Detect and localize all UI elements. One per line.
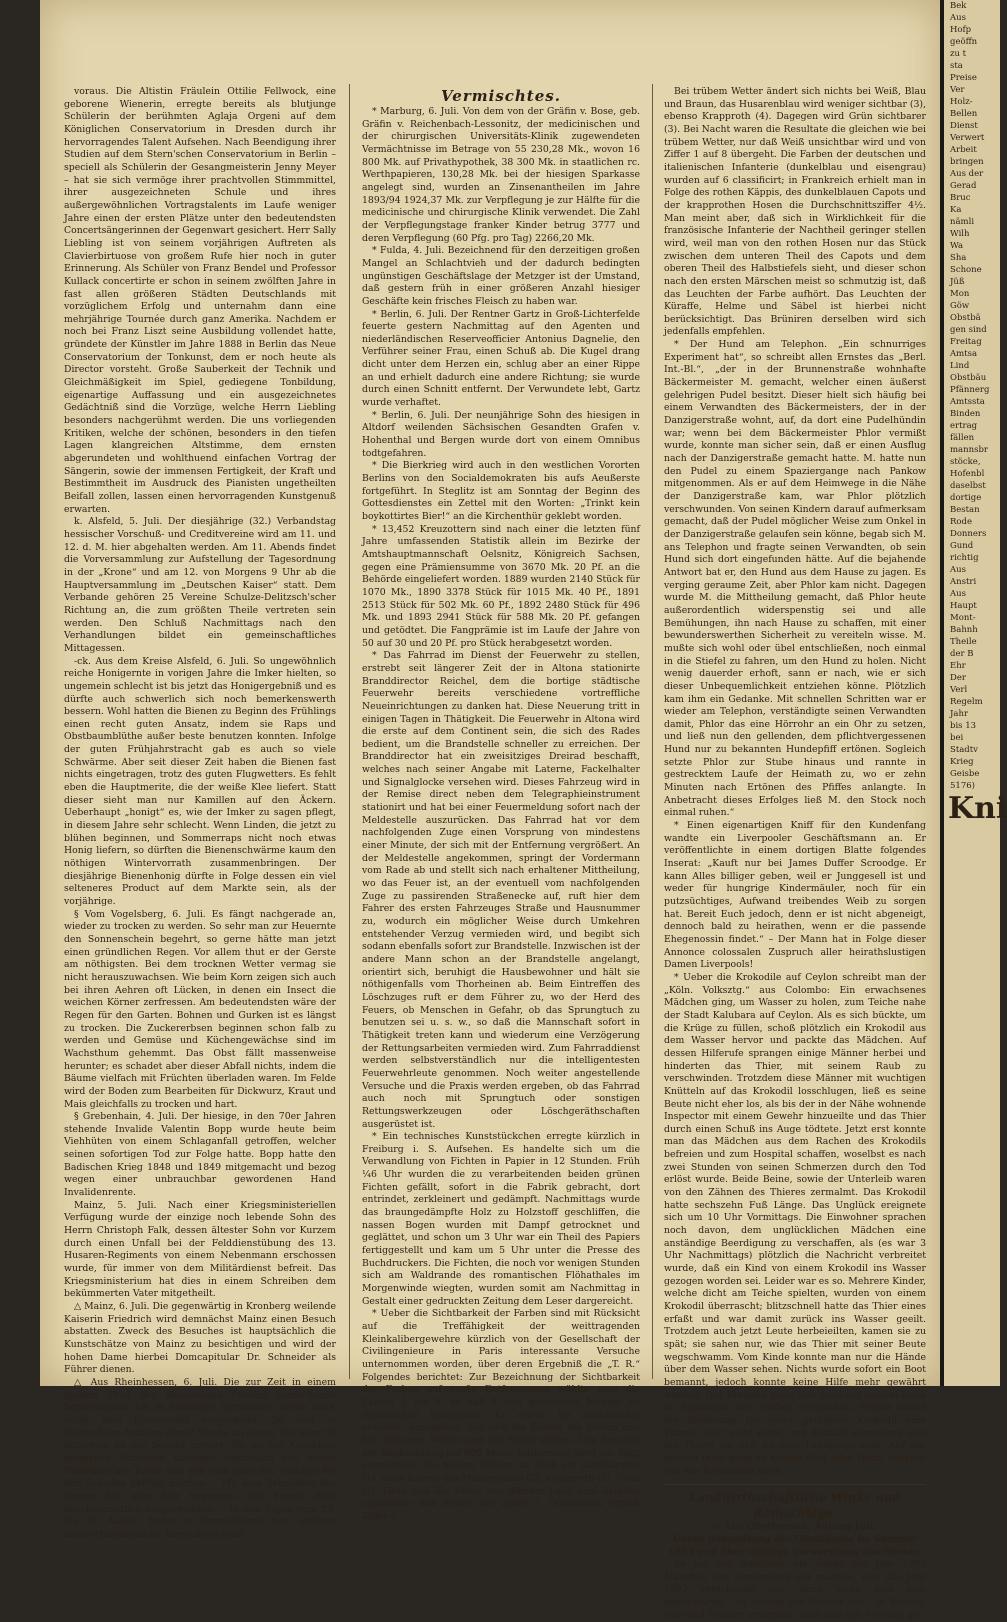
- adjacent-page-fragment: ertrag: [950, 421, 978, 431]
- adjacent-page-fragment: Aus der: [950, 169, 984, 179]
- adjacent-page-fragment: Verwert: [950, 133, 985, 143]
- adjacent-page-fragment: bei: [950, 733, 964, 743]
- adjacent-page-fragment: fällen: [950, 433, 975, 443]
- adjacent-page-fragment: Jüß: [950, 277, 965, 287]
- adjacent-page-fragment: Göw: [950, 301, 970, 311]
- article-paragraph: * Der Hund am Telephon. „Ein schnurriges Experiment hat“, so schreibt allen Ernstes das „Berl. Int.-Bl.“, „der in der Brunnenstraße wohnhafte Bäckermeister M. gemacht, welcher einen äußerst gelehrigen Pudel besitzt. Dieser hielt sich häufig bei einem Verwandten des Bäckermeisters, der in der Danzigerstraße wohnt, auf, da dort eine Pudelhündin war; wenn bei dem Bäckermeister Phlor vermißt wurde, konnte man sicher sein, daß er einen Ausflug nach der Danzigerstraße gemacht hatte. M. hatte nun den Pudel zu einem Spaziergange nach Pankow mitgenommen. Als er auf dem Heimwege in die Nähe der Danzigerstraße kam, war Phlor plötzlich verschwunden. Von seinen Kindern darauf aufmerksam gemacht, daß der Pudel möglicher Weise zum Onkel in der Danzigerstraße gelaufen sein könne, begab sich M. ans Telephon und fragte seinen Verwandten, ob sein Hund sich dort eingefunden hätte. Auf die bejahende Antwort bat er, den Hund aus dem Hause zu jagen. Es verging geraume Zeit, aber Phlor kam nicht. Dagegen wurde M. die Mittheilung gemacht, daß Phlor heute außerordentlich widerspenstig sei und alle Bemühungen, ihn nach Hause zu schaffen, mit einer bewunderswerthen Sicherheit zu vereiteln wisse. M. mußte sich wohl oder übel entschließen, noch einmal in die Stiefel zu fahren, um den Hund zu holen. Nicht wenig dauerder erhoft, sann er nach, wie er sich dieser Unbequemlichkeit entziehen könne. Plötzlich kam ihm ein Gedanke. Mit schnellen Schritten war er wieder am Telephon, verständigte seinen Verwandten damit, Phlor das eine Hörrohr an ein Ohr zu setzen, und ließ nun den gellenden, dem pflichtvergessenen Hund nur zu bekannten Hundepfiff ertönen. Sogleich setzte Phlor zur Stube hinaus und rannte in gestrecktem Laufe der Heimath zu, wo er zehn Minuten nach Ertönen des Pfiffes anlangte. In Anbetracht dieses Erfolges ließ M. den Stock noch einmal ruhen.“: [664, 339, 926, 819]
- column-divider: [349, 84, 350, 1379]
- article-paragraph: * Fulda, 4. Juli. Bezeichnend für den derzeitigen großen Mangel an Schlachtvieh und der dadurch bedingten ungünstigen Geschäftslage der Metzger ist der Umstand, daß gestern früh in einer größeren Anzahl hiesiger Geschäfte kein frisches Fleisch zu haben war.: [362, 245, 640, 307]
- adjacent-page-fragment: Rode: [950, 517, 972, 527]
- adjacent-page-fragment: Hofenbl: [950, 469, 985, 479]
- adjacent-page-fragment: dortige: [950, 493, 982, 503]
- article-paragraph: △ Aus Rheinhessen, 6. Juli. Die zur Zeit in einem großen Theil der diesseitigen Provinz herrschende Schweinepest hat in einzelnen Gemeinden schon stark unter dem Borstenvieh aufgeräumt. So sind in Hechtsheim Anfangs dieser Woche an einem Tag über 50 Schweine an der Seuche crepirt. Die an der Krankheit erlegenen Schweine stammen sämmtlich von einem Transport aus Posen und will man jetzt den Händler für den Schaden haftbar machen. – Mit dem Schneiden des Kornes hat man hier begonnen. Die Frucht fiebt durchschnittlich ausgezeichnet. – In den Tagen vom 23. bis 26. August findet in Sprendlingen eine größere landwirthschaftliche Ausstellung statt.: [64, 1376, 336, 1540]
- article-paragraph: * Ueber die Sichtbarkeit der Farben sind mit Rücksicht auf die Treffähigkeit der weittragenden Kleinkalibergewehre kürzlich von der Gesellschaft der Civilingenieure in Paris interessante Versuche unternommen worden, über deren Ergebniß die „T. R.“ Folgendes berichtet: Zur Bezeichnung der Sichtbarkeit der Farben auf große Entfernungen wählte man die Zahlen 1 bis 8, so daß 8 den gänzlichen Mangel an Sichtbarkeit bezeichnet. Es wurde für zweckmäßig erachtet, anzugeben, wie sich die Zahlen bei hellem und bei düsterem Wetter und bei Nacht stellen. Das Resultat der Beobachtung auf 600 Meter Entfernung wird wie folgt angegeben: Bei hellem Wetter ist Weiß am sichtbarsten (1), dann kommt das Husarenblau (2), Krapproth (3), Grün (4). Grau und die Farbe von dürrem Laub sind beinahe unsichtbar und erhielt die Ziffer 7. Dunkelblau erhielt Ziffer 6.: [362, 1308, 640, 1522]
- adjacent-page-fragment: gen sind: [950, 325, 987, 335]
- column-1: [64, 86, 336, 1540]
- article-paragraph: * Das Fahrrad im Dienst der Feuerwehr zu stellen, erstrebt seit längerer Zeit der in Altona stationirte Branddirector Reichel, dem die bortige städtische Feuerwehr bereits verschiedene vortreffliche Neueinrichtungen zu danken hat. Diese Neuerung tritt in einigen Tagen in Thätigkeit. Die Feuerwehr in Altona wird die erste auf dem Continent sein, die sich des Rades bedient, um die Brandstelle schneller zu erreichen. Der Branddirector hat ein zweisitziges Dreirad beschafft, welches nach seiner Angabe mit Laterne, Fackelhalter und Signalglocke versehen wird. Dieses Fahrzeug wird in der Remise direct neben dem Telegraphieinstrument stationirt und hat bei einer Feuermeldung sofort nach der Meldestelle auszurücken. Das Fahrrad hat vor dem nachfolgenden Zuge einen Vorsprung von mindestens einer Minute, der sich mit der Entfernung vergrößert. An der Meldestelle angekommen, springt der Vordermann vom Rade ab und stellt sich nach erhaltener Mittheilung, wo das Feuer ist, an der eventuell vom nachfolgenden Zuge zu passirenden Straßenecke auf, ruft hier dem Fahrer des ersten Fahrzeuges Straße und Hausnummer zu, wodurch ein möglicher Weise durch Umkehren entstehender Verzug vermieden wird, und begibt sich sodann ebenfalls sofort zur Brandstelle. Inzwischen ist der andere Mann schon an der Brandstelle angelangt, orientirt sich, beruhigt die Hausbewohner und hält sie nöthigenfalls vom Thorheinen ab. Beim Eintreffen des Löschzuges ruft er dem Führer zu, wo der Herd des Feuers, ob Menschen in Gefahr, ob das Sprungtuch zu benutzen sei u. s. w., so daß die Mannschaft sofort in Thätigkeit treten kann und wiederum eine Verzögerung der Rettungsarbeiten vermieden wird. Zum Fahrraddienst werden selbstverständlich nur die intelligentesten Feuerwehrleute genommen. Noch weiter angestellende Versuche und die Praxis werden ergeben, ob das Fahrrad auch noch mit Sprungtuch oder sonstigen Rettungswerkzeugen oder Löschgeräthschaften ausgerüstet ist.: [362, 650, 640, 1130]
- section-subtitle: Ueber Behandlung der Obstbäume im Sommer 1894 und über richtige Verwerthung des Obstes.: [668, 1533, 922, 1558]
- adjacent-page-fragment: Verl: [950, 685, 968, 695]
- adjacent-page-fragment: Dienst: [950, 121, 978, 131]
- article-paragraph: * 13,452 Kreuzottern sind nach einer die letzten fünf Jahre umfassenden Statistik allein im Bezirke der Amtshauptmannschaft Oelsnitz, Königreich Sachsen, gegen eine Prämiensumme von 3670 Mk. 20 Pf. an die Behörde eingeliefert worden. 1889 wurden 2140 Stück für 1070 Mk., 1890 3378 Stück für 1015 Mk. 40 Pf., 1891 2513 Stück für 502 Mk. 60 Pf., 1892 2480 Stück für 496 Mk. und 1893 2941 Stück für 588 Mk. 20 Pf. gefangen und getödtet. Die Fangprämie ist im Laufe der Jahre von 50 auf 30 und 20 Pf. pro Stück herabgesetzt worden.: [362, 523, 640, 649]
- adjacent-page-fragment: Freitag: [950, 337, 982, 347]
- adjacent-page-fragment: Mon: [950, 289, 970, 299]
- adjacent-page-fragment: Jahr: [950, 709, 969, 719]
- adjacent-page-fragment: Binden: [950, 409, 981, 419]
- adjacent-page-fragment: Hofp: [950, 25, 972, 35]
- article-paragraph: * Ueber die Krokodile auf Ceylon schreibt man der „Köln. Volksztg.“ aus Colombo: Ein erwachsenes Mädchen ging, um Wasser zu holen, zum Teiche nahe der Stadt Kalubara auf Ceylon. Als es sich bückte, um die Krüge zu füllen, schoß plötzlich ein Krokodil aus dem Wasser hervor und packte das Mädchen. Auf dessen Hilferufe sprangen einige Männer herbei und hinderten das Thier, mit seinem Raub zu verschwinden. Trotzdem diese Männer mit wuchtigen Knütteln auf das Krokodil losschlugen, ließ es seine Beute nicht eher los, als bis der in der Nähe wohnende Inspector mit einem Gewehr hinzueilte und das Thier durch einen Schuß ins Auge tödtete. Jetzt erst konnte man das Mädchen aus dem Rachen des Krokodils befreien und zum Hospital schaffen, woselbst es nach zwei Stunden von seinen Schmerzen durch den Tod erlöst wurde. Beide Beine, sowie der Unterleib waren von den Zähnen des Thieres zermalmt. Das Krokodil hatte sechszehn Fuß Länge. Das Unglück ereignete sich um 10 Uhr Vormittags. Die Einwohner sprachen noch davon, dem unglücklichen Mädchen eine anständige Beerdigung zu verschaffen, als (es war 3 Uhr Nachmittags) plötzlich die Nachricht verbreitet wurde, daß ein Kind von einem Krokodil ins Wasser gezogen worden sei. Leider war es so. Mehrere Kinder, welche dicht am Teiche spielten, wurden von einem Krokodil überrascht; blitzschnell hatte das Thier eines erfaßt und war damit zurück ins Wasser geeilt. Trotzdem auch jetzt Leute herbeieilten, kamen sie zu spät; sie sahen nur, wie das Thier mit seiner Beute wegschwamm. Vom Kinde konnte man nur die Hände über dem Wasser sehen. Nichts wurde sofort ein Boot bemannt, jedoch konnte keine Hilfe mehr gewährt werden. Das Krokodil hatte sich wohl mit seinem Raub im Schlamme des Teiches verkrochen. Früher zahlte die Regierung für jedes getödtete Krokodil eine Prämie, jetzt nicht mehr, und deshalb vermehren sich die Thiere so, daß sie eine Landplage sind. Auf der ganzen Insel giebt es keinen Fluß oder Teich, welcher frei von Krokodilen wäre.: [664, 971, 926, 1477]
- article-paragraph: * Einen eigenartigen Kniff für den Kundenfang wandte ein Liverpooler Geschäftsmann an. Er veröffentlichte in einem dortigen Blatte folgendes Inserat: „Kauft nur bei James Duffer Scroodge. Er kann Alles billiger geben, weil er Junggesell ist und weder für hungrige Kindermäuler, noch für ein putzsüchtiges, Aufwand treibendes Weib zu sorgen hat. Bereit Euch jedoch, denn er ist nicht abgeneigt, dennoch bald zu heirathen, wenn er die passende Ehegenossin findet.“ – Der Mann hat in Folge dieser Annonce colossalen Zuspruch aller heirathslustigen Damen Liverpools!: [664, 820, 926, 971]
- article-paragraph: * Berlin, 6. Juli. Der Rentner Gartz in Groß-Lichterfelde feuerte gestern Nachmittag auf den Agenten und niederländischen Reserveofficier Antonius Dagnelie, den Verführer seiner Frau, einen Schuß ab. Die Kugel drang dicht unter dem Herzen ein, schlug aber an einer Rippe an und erhielt dadurch eine andere Richtung; sie wurde durch einen Schnitt entfernt. Der Verwundete lebt, Gartz wurde verhaftet.: [362, 308, 640, 409]
- adjacent-page-fragment: nämli: [950, 217, 975, 227]
- adjacent-page-fragment: Obstbä: [950, 313, 981, 323]
- adjacent-page-fragment: Anstri: [950, 577, 977, 587]
- newspaper-page: [40, 0, 940, 1621]
- adjacent-page-fragment: Aus: [950, 565, 966, 575]
- section-heading-landwirthschaft: Landwirthschaftliche Winke und Rathschläge.: [689, 1490, 901, 1521]
- article-paragraph: * Marburg, 6. Juli. Von dem von der Gräfin v. Bose, geb. Gräfin v. Reichenbach-Lessonitz, der medicinischen und der chirurgischen Universitäts-Klinik zugewendeten Vermächtnisse im Betrage von 55 230,28 Mk., wovon 16 800 Mk. auf Privathypothek, 38 300 Mk. in staatlichen rc. Werthpapieren, 130,28 Mk. bei der hiesigen Sparkasse angelegt sind, wurden an Zinsenantheilen im Jahre 1893/94 1924,37 Mk. zur Verpflegung je zur Hälfte für die medicinische und chirurgische Klinik verwendet. Die Zahl der Verpflegungstage franker Kinder betrug 3777 und deren Verpflegung (60 Pfg. pro Tag) 2266,20 Mk.: [362, 106, 640, 244]
- adjacent-page-fragment: Aus: [950, 13, 966, 23]
- adjacent-page-fragment: stöcke,: [950, 457, 981, 467]
- adjacent-page-fragment: Wilh: [950, 229, 970, 239]
- adjacent-page-fragment: Donners: [950, 529, 987, 539]
- adjacent-page-fragment: Regelm: [950, 697, 983, 707]
- adjacent-page-fragment: Haupt: [950, 601, 977, 611]
- section-text: Es hat den Anschein, als würde das Jahr 1894 Manches von Demjenigen gut machen, was das Jahr 1893 verschuldet hat, denn wenn man sich gegenwärtig – zu Anfang des Monats Juli – in Wiesen, Flur und Feldern umschaut, muß man mit Freuden ge-: [664, 1559, 926, 1621]
- section-heading-vermischtes: Vermischtes.: [441, 87, 561, 105]
- adjacent-page-fragment: Bruc: [950, 193, 971, 203]
- adjacent-page-fragment: Kni: [948, 791, 1007, 826]
- article-paragraph: § Grebenhain, 4. Juli. Der hiesige, in den 70er Jahren stehende Invalide Valentin Bopp wurde heute beim Viehhüten von einem Schlaganfall getroffen, welcher seinen sofortigen Tod zur Folge hatte. Bopp hatte den Badischen Krieg 1848 und 1849 mitgemacht und bezog wegen einer unbrauchbar gewordenen Hand Invalidenrente.: [64, 1111, 336, 1199]
- adjacent-page-fragment: Bek: [950, 1, 967, 11]
- article-paragraph: Mainz, 5. Juli. Nach einer Kriegsministeriellen Verfügung wurde der einzige noch lebende Sohn des Herrn Christoph Falk, dessen ältester Sohn vor Kurzem durch einen Unfall bei der Felddienstübung des 13. Husaren-Regiments von einem Nebenmann erschossen wurde, für immer von dem Militärdienst befreit. Das Kriegsministerium hat dies in einem Schreiben dem bekümmerten Vater mitgetheilt.: [64, 1199, 336, 1300]
- article-paragraph: voraus. Die Altistin Fräulein Ottilie Fellwock, eine geborene Wienerin, erregte bereits als blutjunge Schülerin der berühmten Aglaja Orgeni auf dem Königlichen Conservatorium in Dresden durch ihr hervorragendes Talent Aufsehen. Nach Beendigung ihrer Studien auf dem Stern'schen Conservatorium in Berlin – speciell als Schülerin der Gesangmeisterin Jenny Meyer – hat sie sich vermöge ihrer prachtvollen Stimmmittel, ihrer ausgezeichneten Schule und ihres außergewöhnlichen Vortragstalents im Laufe weniger Jahre einen der ersten Plätze unter den bedeutendsten Concertsängerinnen der Gegenwart gesichert. Herr Sally Liebling ist von seinem vorjährigen Auftreten als Clavierbirtuose von großem Rufe hier noch in guter Erinnerung. Als Schüler von Franz Bendel und Professor Kullack concertirte er schon in seinem zwölften Jahre in fast allen größeren Städten Deutschlands mit vorzüglichem Erfolg und unternahm dann eine mehrjährige Tournée durch ganz Amerika. Nachdem er noch bei Franz Liszt seine Ausbildung vollendet hatte, gründete der Künstler im Jahre 1888 in Berlin das Neue Conservatorium der Tonkunst, dem er noch heute als Director vorsteht. Große Sauberkeit der Technik und Gleichmäßigkeit im Spiel, gediegene Tonbildung, eigenartige Auffassung und ein ausgezeichnetes Gedächtniß sind die Vorzüge, welche Herrn Liebling besonders nachgerühmt werden. Die uns vorliegenden Kritiken, welche der schönen, besonders in den tiefen Lagen klangreichen Altstimme, dem ernsten abgerundeten und wohlthuend einfachen Vortrag der Sängerin, sowie der immensen Fertigkeit, der Kraft und Bestimmtheit im Ausdruck des Pianisten ungetheilten Beifall zollen, lassen einen hervorragenden Kunstgenuß erwarten.: [64, 86, 336, 515]
- adjacent-page-fragment: Arbeit: [950, 145, 977, 155]
- adjacent-page-fragment: Aus: [950, 589, 966, 599]
- adjacent-page-fragment: bis 13: [950, 721, 977, 731]
- adjacent-page-fragment: Ka: [950, 205, 962, 215]
- adjacent-page-fragment: Mont-: [950, 613, 976, 623]
- article-paragraph: * Die Bierkrieg wird auch in den westlichen Vororten Berlins von den Socialdemokraten bis aufs Aeußerste fortgeführt. In Steglitz ist am Sonntag der Beginn des Gottesdienstes ein Zettel mit den Worten: „Trinkt kein boykottirtes Bier!“ an die Kirchenthür geklebt worden.: [362, 460, 640, 522]
- adjacent-page-fragment: Schone: [950, 265, 982, 275]
- adjacent-page-fragment: mannsbr: [950, 445, 988, 455]
- adjacent-page-fragment: Amtssta: [950, 397, 985, 407]
- adjacent-page-fragment: daselbst: [950, 481, 986, 491]
- adjacent-page-fragment: Der: [950, 673, 966, 683]
- article-paragraph: △ Mainz, 6. Juli. Die gegenwärtig in Kronberg weilende Kaiserin Friedrich wird demnächst Mainz einen Besuch abstatten. Zweck des Besuches ist hauptsächlich die Kunstschätze von Mainz zu besichtigen und wird der hohen Dame hierbei Domcapitular Dr. Schneider als Führer dienen.: [64, 1301, 336, 1376]
- adjacent-page-fragment: Bahnh: [950, 625, 978, 635]
- adjacent-page-fragment: Wa: [950, 241, 964, 251]
- adjacent-page-fragment: Obstbäu: [950, 373, 987, 383]
- adjacent-page-fragment: zu t: [950, 49, 967, 59]
- adjacent-page-fragment: bringen: [950, 157, 984, 167]
- adjacent-page-strip: [944, 0, 1007, 1386]
- column-divider: [652, 84, 653, 1379]
- article-paragraph: k. Alsfeld, 5. Juli. Der diesjährige (32.) Verbandstag hessischer Vorschuß- und Creditvereine wird am 11. und 12. d. M. hier abgehalten werden. Am 11. Abends findet die Vorversammlung zur Aufstellung der Tagesordnung in der „Krone“ und am 12. von Morgens 9 Uhr ab die Hauptversammlung im „Deutschen Kaiser“ statt. Dem Verbande gehören 25 Vereine Schulze-Delitzsch'scher Richtung an, die zum größten Theile vertreten sein werden. Den Schluß Nachmittags nach den Verhandlungen bildet ein gemeinschaftliches Mittagessen.: [64, 516, 336, 654]
- adjacent-page-fragment: Gerad: [950, 181, 977, 191]
- adjacent-page-fragment: geöffn: [950, 37, 978, 47]
- article-paragraph: Bei trübem Wetter ändert sich nichts bei Weiß, Blau und Braun, das Husarenblau wird weniger sichtbar (3), ebenso Krapproth (4). Dagegen wird Grün sichtbarer (3). Bei Nacht waren die Resultate die gleichen wie bei trübem Wetter, nur daß Weiß unsichtbar wird und von Ziffer 1 auf 8 übergeht. Die Farben der deutschen und italienischen Infanterie (dunkelblau und eisengrau) wurden auf 6 classificirt; in Frankreich erhielt man in Folge des rothen Käppis, des dunkelblauen Capots und der krapprothen Hosen die Durchschnittsziffer 4½. Man meint aber, daß sich in Wirklichkeit für die französische Infanterie der Nachtheil geringer stellen wird, weil man von den rothen Hosen nur das Stück zwischen dem unteren Theil des Capots und dem oberen Theil des Halbstiefels sieht, und dieser schon nach den ersten Märschen meist so schmutzig ist, daß das Leuchten der Farbe aufhört. Das Leuchten der Küraffe, Helme und Säbel ist hierbei nicht berücksichtigt. Das Brüniren derselben wird sich jedenfalls empfehlen.: [664, 86, 926, 338]
- adjacent-page-fragment: Bestan: [950, 505, 980, 515]
- adjacent-page-fragment: Ehr: [950, 661, 966, 671]
- adjacent-page-fragment: Preise: [950, 73, 977, 83]
- adjacent-page-fragment: Theile: [950, 637, 977, 647]
- article-paragraph: * Berlin, 6. Juli. Der neunjährige Sohn des hiesigen in Altdorf weilenden Sächsischen Gesandten Grafen v. Hohenthal und Bergen wurde dort von einem Omnibus todtgefahren.: [362, 409, 640, 459]
- adjacent-page-fragment: sta: [950, 61, 963, 71]
- adjacent-page-fragment: Pfännerg: [950, 385, 990, 395]
- column-2-body: [362, 106, 640, 1524]
- adjacent-page-fragment: Bellen: [950, 109, 978, 119]
- adjacent-page-fragment: Gund: [950, 541, 974, 551]
- adjacent-page-fragment: der B: [950, 649, 974, 659]
- adjacent-page-fragment: Stadtv: [950, 745, 978, 755]
- column-3-body: [664, 86, 926, 1478]
- article-paragraph: * Ein technisches Kunststückchen erregte kürzlich in Freiburg i. S. Aufsehen. Es handelte sich um die Verwandlung von Fichten in Papier in 12 Stunden. Früh ¼6 Uhr wurden die zu verarbeitenden beiden grünen Fichten gefällt, sofort in die Fabrik gebracht, dort entrindet, zerkleinert und gedämpft. Nachmittags wurde das braungedämpfte Holz zu Holzstoff geschliffen, die nassen Bogen wurden mit Dampf getrocknet und geglättet, und schon um 3 Uhr war ein Theil des Papiers fertiggestellt und kam um 5 Uhr unter die Presse des Buchdruckers. Die Fichten, die noch vor wenigen Stunden sich am Waldrande des romantischen Flöhathales im Morgenwinde wiegten, wurden somit am Nachmittag in Gestalt einer gedruckten Zeitung dem Leser dargereicht.: [362, 1131, 640, 1307]
- adjacent-page-fragment: Lind: [950, 361, 970, 371]
- adjacent-page-fragment: Holz-: [950, 97, 973, 107]
- section-rule: [664, 1484, 926, 1485]
- adjacent-page-fragment: richtig: [950, 553, 979, 563]
- column-3: [664, 86, 926, 1621]
- article-paragraph: -ck. Aus dem Kreise Alsfeld, 6. Juli. So ungewöhnlich reiche Honigernte in vorigen Jahre die Imker hielten, so ungemein schlecht ist bis jetzt das Honigergebniß und es dürfte auch schwerlich sich noch bemerkenswerth bessern. Wohl hatten die Bienen zu Beginn des Frühlings einen recht guten Ansatz, indem sie Raps und Obstbaumblüthe außer beste benutzen konnten. Infolge der guten Frühjahrstracht gab es auch so viele Schwärme. Aber seit dieser Zeit haben die Bienen fast nichts eingetragen, trotz des guten Flugwetters. Es fehlt eben die Hauptmerite, die der weiße Klee liefert. Statt dieser sieht man nur Kamillen auf den Äckern. Ueberhaupt „honigt“ es, wie der Imker zu sagen pflegt, in diesem Jahre sehr schlecht. Wenn Linden, die jetzt zu blühen beginnen, und Sommerraps nicht noch etwas Honig liefern, so dürften die Bienenschwärme kaum den nöthigen Wintervorrath zusammenbringen. Der diesjährige Bienenhonig dürfte in Folge dessen ein viel selteneres Product auf dem Markte sein, als der vorjährige.: [64, 655, 336, 907]
- adjacent-page-fragment: Geisbe: [950, 769, 980, 779]
- column-2: [362, 86, 640, 1522]
- adjacent-page-fragment: 5176): [950, 781, 975, 791]
- adjacent-page-fragment: Sha: [950, 253, 967, 263]
- adjacent-page-fragment: Amtsa: [950, 349, 978, 359]
- adjacent-page-fragment: Ver: [950, 85, 965, 95]
- article-paragraph: § Vom Vogelsberg, 6. Juli. Es fängt nachgerade an, wieder zu trocken zu werden. So sehr man zur Heuernte den Sonnenschein begehrt, so gerne hätte man jetzt einen gründlichen Regen. Vor allem thut er der Gerste am nöthigsten. Bei dem trocknen Wetter vermag sie nicht herauszuwachsen. Wie beim Korn zeigen sich auch bei ihren Aehren oft Lücken, in denen ein Insect die weichen Körner zerfressen. Am bedeutendsten wäre der Regen für den Garten. Bohnen und Gurken ist es längst zu trocken. Die Zuckererbsen beginnen schon falb zu werden und Gemüse und Küchengewächse sind im Wachsthum gehemmt. Das Obst fällt massenweise herunter; es schadet aber dieser Abfall nichts, indem die Bäume vielfach mit Früchten überladen waren. Im Felde wird der Boden zum Bearbeiten für Dickwurz, Kraut und Mais gleichfalls zu trocken und hart.: [64, 908, 336, 1110]
- section-dateline: △ Aus Oberhessen, Anfang Juli.: [713, 1521, 877, 1533]
- adjacent-page-fragment: Krieg: [950, 757, 974, 767]
